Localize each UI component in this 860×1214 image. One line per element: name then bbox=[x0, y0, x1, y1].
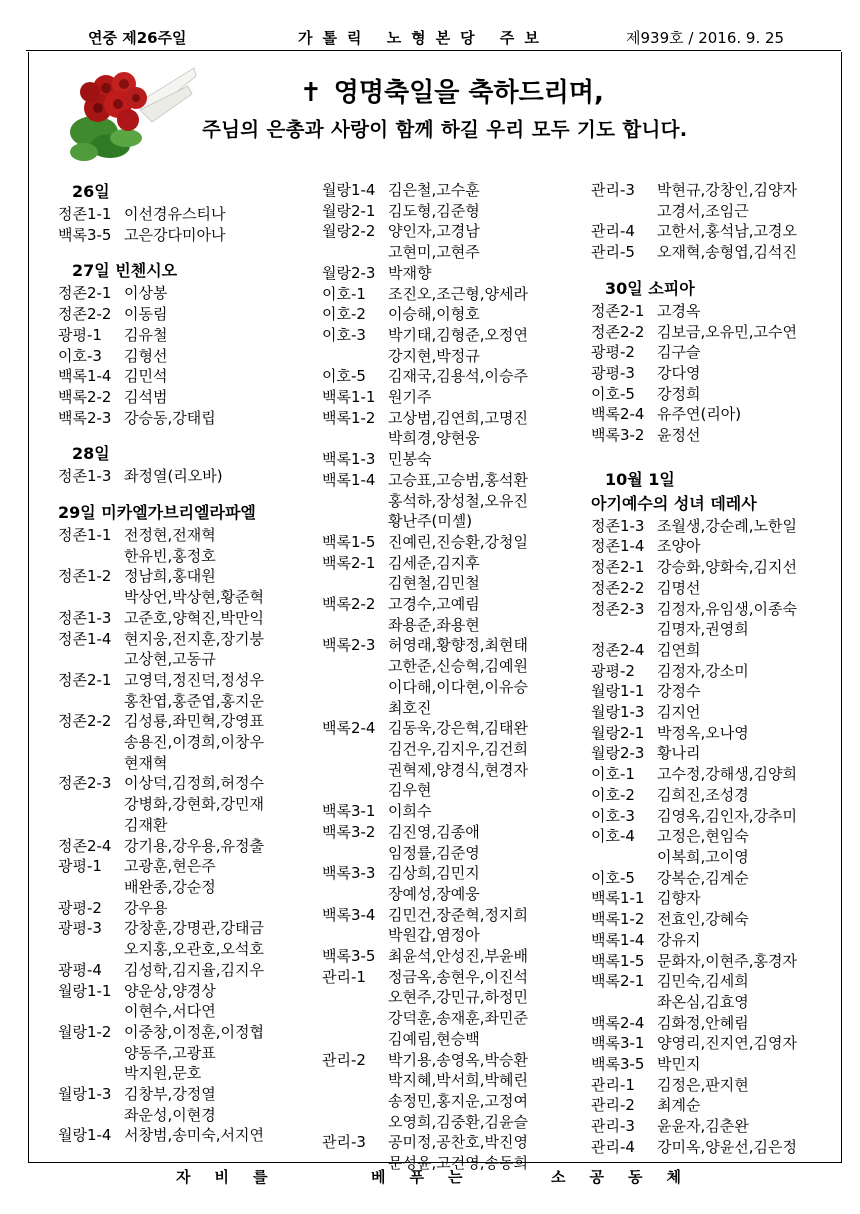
feast-day-heading: 10월 1일 bbox=[605, 469, 675, 489]
parish-group-entry bbox=[322, 532, 587, 553]
group-code: 이호-3 bbox=[322, 325, 366, 344]
parish-group-entry bbox=[591, 425, 831, 446]
member-names: 김화정,안혜림 bbox=[657, 1013, 749, 1032]
member-names: 김구슬 bbox=[657, 343, 701, 362]
bulletin-footer bbox=[26, 1166, 841, 1190]
group-code: 월랑1-4 bbox=[58, 1126, 112, 1145]
group-code: 월랑1-1 bbox=[58, 981, 112, 1000]
parish-group-entry bbox=[591, 888, 831, 909]
member-names: 김영옥,김인자,강추미 bbox=[657, 806, 797, 825]
parish-group-entry bbox=[58, 304, 313, 325]
parish-group-entry bbox=[322, 387, 587, 408]
group-code: 백록1-4 bbox=[322, 470, 376, 489]
group-code: 정존1-4 bbox=[58, 629, 112, 648]
parish-group-entry bbox=[591, 242, 831, 263]
parish-group-entry bbox=[591, 180, 831, 221]
parish-group-entry bbox=[322, 284, 587, 305]
parish-group-entry bbox=[591, 1054, 831, 1075]
column-3 bbox=[591, 180, 831, 1158]
parish-group-entry bbox=[322, 801, 587, 822]
parish-group-entry bbox=[58, 566, 313, 607]
member-names: 정금옥,송현우,이진석 오현주,강민규,하정민 강덕훈,송재훈,좌민준 김예림,현승백 bbox=[388, 967, 528, 1048]
member-names: 서창범,송미숙,서지연 bbox=[124, 1126, 264, 1145]
section-spacer bbox=[58, 487, 313, 501]
member-names: 윤정선 bbox=[657, 426, 701, 445]
parish-group-entry bbox=[322, 718, 587, 801]
group-code: 관리-5 bbox=[591, 243, 635, 262]
parish-group-entry bbox=[58, 608, 313, 629]
member-names: 김희진,조성경 bbox=[657, 785, 749, 804]
group-code: 정존2-1 bbox=[58, 284, 112, 303]
member-names: 김세준,김지후 김현철,김민철 bbox=[388, 553, 480, 593]
group-code: 백록2-2 bbox=[322, 595, 376, 614]
member-names: 고경수,고예림 좌용준,좌용현 bbox=[388, 595, 480, 634]
member-names: 김민숙,김세희 좌온심,김효영 bbox=[657, 972, 749, 1011]
feast-day-heading: 26일 bbox=[72, 182, 110, 201]
group-code: 이호-2 bbox=[591, 785, 635, 804]
parish-group-entry bbox=[591, 1095, 831, 1116]
group-code: 정존1-4 bbox=[591, 537, 645, 556]
parish-group-entry bbox=[591, 1137, 831, 1158]
member-names: 강정수 bbox=[657, 682, 701, 701]
parish-group-entry bbox=[322, 967, 587, 1050]
parish-group-entry bbox=[322, 594, 587, 635]
parish-group-entry bbox=[591, 516, 831, 537]
parish-group-entry bbox=[591, 702, 831, 723]
member-names: 이선경유스티나 bbox=[124, 205, 226, 223]
feast-saint-heading: 아기예수의 성녀 데레사 bbox=[591, 493, 757, 513]
group-code: 백록1-2 bbox=[322, 408, 376, 427]
group-code: 이호-5 bbox=[591, 868, 635, 887]
group-code: 월랑1-3 bbox=[58, 1085, 112, 1104]
member-names: 강승화,양화숙,김지선 bbox=[657, 558, 797, 577]
parish-group-entry bbox=[591, 681, 831, 702]
member-names: 강우용 bbox=[124, 898, 168, 917]
group-code: 정존1-2 bbox=[58, 567, 112, 586]
title-line-1: 영명축일을 축하드리며, bbox=[333, 78, 604, 108]
group-code: 이호-1 bbox=[322, 284, 366, 303]
group-code: 이호-1 bbox=[591, 765, 635, 784]
column-2 bbox=[322, 180, 587, 1174]
member-names: 이상덕,김정희,허정수 강병화,강현화,강민재 김재환 bbox=[124, 774, 264, 834]
parish-group-entry bbox=[322, 180, 587, 201]
group-code: 정존1-3 bbox=[58, 608, 112, 627]
parish-group-entry bbox=[58, 1125, 313, 1146]
member-names: 이중창,이정훈,이정협 양동주,고광표 박지원,문호 bbox=[124, 1022, 264, 1083]
group-code: 백록2-4 bbox=[591, 1013, 645, 1032]
feast-greeting-title bbox=[300, 72, 604, 109]
parish-group-entry bbox=[322, 1050, 587, 1133]
member-names: 강복순,김계순 bbox=[657, 868, 749, 887]
member-names: 양운상,양경상 이현수,서다연 bbox=[124, 981, 216, 1021]
member-names: 최계순 bbox=[657, 1096, 701, 1115]
member-names: 허영래,황향정,최현태 고한준,신승혁,김예원 이다해,이다현,이유승 최호진 bbox=[388, 636, 528, 717]
parish-group-entry bbox=[322, 822, 587, 863]
member-names: 김형선 bbox=[124, 346, 168, 365]
group-code: 백록3-1 bbox=[591, 1034, 645, 1053]
member-names: 고광훈,현은주 배완종,강순정 bbox=[124, 857, 216, 896]
member-names: 현지웅,전지훈,장기붕 고상현,고동규 bbox=[124, 629, 264, 669]
group-code: 광평-3 bbox=[591, 363, 635, 382]
group-code: 이호-4 bbox=[591, 827, 635, 846]
member-names: 김동욱,강은혁,김태완 김건우,김지우,김건희 권혁제,양경식,현경자 김우현 bbox=[388, 719, 528, 800]
group-code: 월랑1-2 bbox=[58, 1022, 112, 1041]
group-code: 광평-3 bbox=[58, 919, 102, 938]
member-names: 김민석 bbox=[124, 367, 168, 386]
member-names: 강미옥,양윤선,김은정 bbox=[657, 1137, 797, 1156]
parish-group-entry bbox=[591, 806, 831, 827]
group-code: 관리-3 bbox=[591, 181, 635, 199]
member-names: 김정은,판지현 bbox=[657, 1075, 749, 1094]
group-code: 월랑1-3 bbox=[591, 703, 645, 722]
header-divider bbox=[26, 50, 841, 51]
parish-group-entry bbox=[322, 449, 587, 470]
parish-group-entry bbox=[591, 1033, 831, 1054]
member-names: 김향자 bbox=[657, 889, 701, 908]
member-names: 김연희 bbox=[657, 640, 701, 659]
member-names: 오재혁,송형엽,김석진 bbox=[657, 243, 797, 262]
group-code: 월랑1-4 bbox=[322, 181, 376, 199]
feast-day-heading: 29일 미카엘가브리엘라파엘 bbox=[58, 503, 256, 523]
group-code: 관리-1 bbox=[322, 967, 366, 986]
member-names: 조월생,강순례,노한일 bbox=[657, 516, 797, 535]
parish-group-entry bbox=[591, 764, 831, 785]
group-code: 백록1-2 bbox=[591, 910, 645, 929]
member-names: 유주연(리아) bbox=[657, 405, 742, 424]
group-code: 관리-4 bbox=[591, 222, 635, 241]
parish-group-entry bbox=[591, 1013, 831, 1034]
title-line-2: 주님의 은총과 사랑이 함께 하길 우리 모두 기도 합니다. bbox=[202, 118, 688, 141]
group-code: 백록3-5 bbox=[322, 947, 376, 966]
parish-group-entry bbox=[591, 868, 831, 889]
group-code: 백록3-4 bbox=[322, 905, 376, 924]
member-names: 고정은,현임숙 이복희,고이영 bbox=[657, 827, 749, 866]
group-code: 월랑2-2 bbox=[322, 222, 376, 241]
member-names: 조진오,조근형,양세라 bbox=[388, 284, 528, 303]
parish-group-entry bbox=[58, 918, 313, 959]
member-names: 박민지 bbox=[657, 1055, 701, 1074]
group-code: 관리-3 bbox=[591, 1117, 635, 1136]
member-names: 강창훈,강명관,강태금 오지홍,오관호,오석호 bbox=[124, 919, 264, 959]
parish-group-entry bbox=[58, 670, 313, 711]
group-code: 정존1-1 bbox=[58, 526, 112, 545]
parish-group-entry bbox=[58, 1084, 313, 1125]
group-code: 정존1-3 bbox=[591, 516, 645, 535]
group-code: 광평-2 bbox=[58, 898, 102, 917]
parish-group-entry bbox=[58, 387, 313, 408]
group-code: 백록1-1 bbox=[591, 889, 645, 908]
parish-group-entry bbox=[322, 946, 587, 967]
section-spacer bbox=[591, 446, 831, 468]
parish-group-entry bbox=[322, 905, 587, 946]
member-names: 황나리 bbox=[657, 744, 701, 763]
member-names: 민봉숙 bbox=[388, 450, 432, 469]
feast-day-heading: 28일 bbox=[72, 444, 110, 464]
group-code: 정존1-3 bbox=[58, 467, 112, 486]
group-code: 백록2-1 bbox=[591, 972, 645, 991]
group-code: 이호-5 bbox=[591, 384, 635, 403]
member-names: 김재국,김용석,이승주 bbox=[388, 367, 528, 386]
member-names: 김상희,김민지 장예성,장예웅 bbox=[388, 864, 480, 903]
rose-bouquet-image bbox=[66, 64, 198, 166]
member-names: 박현규,강창인,김양자 고경서,조임근 bbox=[657, 181, 797, 220]
member-names: 김창부,강정열 좌운성,이현경 bbox=[124, 1085, 216, 1124]
group-code: 백록2-3 bbox=[322, 636, 376, 655]
footer-word-2: 베푸는 bbox=[371, 1168, 487, 1186]
member-names: 좌정열(리오바) bbox=[124, 467, 223, 486]
group-code: 백록3-5 bbox=[58, 225, 112, 244]
group-code: 백록3-1 bbox=[322, 802, 376, 821]
group-code: 월랑2-3 bbox=[322, 263, 376, 282]
group-code: 이호-3 bbox=[58, 346, 102, 365]
member-names: 전효인,강혜숙 bbox=[657, 910, 749, 929]
member-names: 김명선 bbox=[657, 578, 701, 597]
parish-group-entry bbox=[591, 301, 831, 322]
member-names: 박정옥,오나영 bbox=[657, 723, 749, 742]
parish-group-entry bbox=[322, 635, 587, 718]
parish-group-entry bbox=[591, 1116, 831, 1137]
group-code: 정존2-4 bbox=[58, 836, 112, 855]
parish-group-entry bbox=[591, 322, 831, 343]
cross-icon: ✝ bbox=[300, 78, 322, 108]
member-names: 고승표,고승범,홍석환 홍석하,장성철,오유진 황난주(미셸) bbox=[388, 470, 528, 531]
member-names: 정남희,홍대원 박상언,박상현,황준혁 bbox=[124, 567, 264, 607]
group-code: 정존2-1 bbox=[591, 301, 645, 320]
group-code: 정존2-4 bbox=[591, 640, 645, 659]
member-names: 박기용,송영옥,박승환 박지혜,박서희,박혜린 송정민,홍지운,고정여 오영희,김중환,김윤슬 bbox=[388, 1050, 528, 1131]
member-names: 이희수 bbox=[388, 802, 432, 821]
group-code: 백록1-5 bbox=[591, 951, 645, 970]
group-code: 관리-1 bbox=[591, 1075, 635, 1094]
member-names: 고준호,양혁진,박만익 bbox=[124, 608, 264, 627]
member-names: 박기태,김형준,오정연 강지현,박정규 bbox=[388, 325, 528, 365]
member-names: 조양아 bbox=[657, 537, 701, 556]
section-spacer bbox=[591, 263, 831, 277]
member-names: 김은철,고수훈 bbox=[388, 181, 480, 199]
parish-group-entry bbox=[58, 346, 313, 367]
group-code: 관리-4 bbox=[591, 1137, 635, 1156]
member-names: 김지언 bbox=[657, 703, 701, 722]
section-spacer bbox=[58, 428, 313, 442]
parish-group-entry bbox=[591, 723, 831, 744]
member-names: 고수정,강해생,김양희 bbox=[657, 765, 797, 784]
group-code: 광평-2 bbox=[591, 661, 635, 680]
parish-group-entry bbox=[591, 909, 831, 930]
group-code: 관리-3 bbox=[322, 1133, 366, 1152]
member-names: 이상봉 bbox=[124, 284, 168, 303]
member-names: 김보금,오유민,고수연 bbox=[657, 322, 797, 341]
parish-group-entry bbox=[58, 773, 313, 835]
group-code: 정존2-2 bbox=[591, 578, 645, 597]
parish-group-entry bbox=[322, 470, 587, 532]
member-names: 고한서,홍석남,고경오 bbox=[657, 222, 797, 241]
member-names: 김성룡,좌민혁,강영표 송용진,이경희,이창우 현재혁 bbox=[124, 712, 264, 772]
member-names: 고상범,김연희,고명진 박희경,양현웅 bbox=[388, 408, 528, 448]
member-names: 이동림 bbox=[124, 305, 168, 324]
parish-group-entry bbox=[58, 629, 313, 670]
member-names: 고은강다미아나 bbox=[124, 225, 226, 244]
member-names: 김정자,유임생,이종숙 김명자,권영희 bbox=[657, 599, 797, 639]
feast-day-heading: 30일 소피아 bbox=[605, 278, 695, 298]
footer-word-1: 자비를 bbox=[176, 1168, 292, 1186]
group-code: 관리-2 bbox=[322, 1050, 366, 1069]
group-code: 백록2-4 bbox=[591, 405, 645, 424]
group-code: 백록3-5 bbox=[591, 1055, 645, 1074]
parish-group-entry bbox=[58, 225, 313, 246]
member-names: 전정현,전재혁 한유빈,홍정호 bbox=[124, 526, 216, 565]
parish-group-entry bbox=[591, 557, 831, 578]
group-code: 백록2-2 bbox=[58, 387, 112, 406]
parish-group-entry bbox=[591, 785, 831, 806]
member-names: 원기주 bbox=[388, 388, 432, 407]
parish-group-entry bbox=[58, 856, 313, 897]
group-code: 이호-5 bbox=[322, 367, 366, 386]
liturgical-week: 연중 제26주일 bbox=[88, 29, 187, 47]
group-code: 광평-1 bbox=[58, 325, 102, 344]
bulletin-header bbox=[26, 25, 841, 49]
parish-group-entry bbox=[58, 283, 313, 304]
member-names: 김정자,강소미 bbox=[657, 661, 749, 680]
group-code: 정존2-1 bbox=[591, 558, 645, 577]
parish-group-entry bbox=[58, 960, 313, 981]
member-names: 이승해,이형호 bbox=[388, 305, 480, 324]
member-names: 양영리,진지연,김영자 bbox=[657, 1034, 797, 1053]
parish-group-entry bbox=[58, 836, 313, 857]
member-names: 문화자,이현주,홍경자 bbox=[657, 951, 797, 970]
parish-group-entry bbox=[58, 711, 313, 773]
group-code: 정존2-3 bbox=[591, 599, 645, 618]
member-names: 김도형,김준형 bbox=[388, 201, 480, 220]
member-names: 강승동,강태립 bbox=[124, 408, 216, 427]
member-names: 고경옥 bbox=[657, 301, 701, 320]
group-code: 정존2-2 bbox=[58, 712, 112, 731]
member-names: 박재향 bbox=[388, 263, 432, 282]
member-names: 김석범 bbox=[124, 387, 168, 406]
parish-group-entry bbox=[322, 263, 587, 284]
group-code: 월랑2-1 bbox=[591, 723, 645, 742]
group-code: 백록3-3 bbox=[322, 864, 376, 883]
parish-group-entry bbox=[322, 553, 587, 594]
member-names: 진예린,진승환,강청일 bbox=[388, 532, 528, 551]
group-code: 백록1-4 bbox=[591, 930, 645, 949]
group-code: 백록1-3 bbox=[322, 450, 376, 469]
member-names: 김성학,김지율,김지우 bbox=[124, 960, 264, 979]
member-names: 강유지 bbox=[657, 930, 701, 949]
parish-group-entry bbox=[58, 1022, 313, 1084]
group-code: 백록1-5 bbox=[322, 532, 376, 551]
parish-group-entry bbox=[58, 898, 313, 919]
group-code: 백록2-3 bbox=[58, 408, 112, 427]
group-code: 광평-2 bbox=[591, 343, 635, 362]
member-names: 강정희 bbox=[657, 384, 701, 403]
group-code: 정존2-2 bbox=[58, 305, 112, 324]
issue-number-date: 제939호 / 2016. 9. 25 bbox=[626, 29, 785, 47]
parish-group-entry bbox=[322, 863, 587, 904]
member-names: 최윤석,안성진,부윤배 bbox=[388, 947, 528, 966]
group-code: 이호-2 bbox=[322, 305, 366, 324]
parish-group-entry bbox=[591, 578, 831, 599]
footer-word-3: 소공동체 bbox=[551, 1168, 705, 1186]
feast-day-heading: 27일 빈첸시오 bbox=[72, 261, 178, 281]
member-names: 공미정,공찬호,박진영 문성윤,고건영,송동희 bbox=[388, 1133, 528, 1173]
parish-group-entry bbox=[591, 971, 831, 1012]
group-code: 광평-4 bbox=[58, 960, 102, 979]
group-code: 정존2-1 bbox=[58, 670, 112, 689]
member-names: 김민건,장준혁,정지희 박원갑,염정아 bbox=[388, 905, 528, 945]
group-code: 백록3-2 bbox=[591, 426, 645, 445]
parish-group-entry bbox=[322, 366, 587, 387]
member-names: 김진영,김종애 임정률,김준영 bbox=[388, 822, 480, 862]
parish-group-entry bbox=[591, 536, 831, 557]
parish-group-entry bbox=[591, 640, 831, 661]
parish-group-entry bbox=[58, 466, 313, 487]
parish-group-entry bbox=[58, 408, 313, 429]
parish-group-entry bbox=[591, 363, 831, 384]
bulletin-name: 가톨릭 노형본당 주보 bbox=[298, 29, 549, 47]
member-names: 윤윤자,김춘완 bbox=[657, 1117, 749, 1136]
group-code: 월랑2-1 bbox=[322, 201, 376, 220]
member-names: 양인자,고경남 고현미,고현주 bbox=[388, 222, 480, 262]
member-names: 강다영 bbox=[657, 363, 701, 382]
parish-group-entry bbox=[58, 366, 313, 387]
group-code: 백록2-1 bbox=[322, 553, 376, 572]
parish-group-entry bbox=[591, 951, 831, 972]
group-code: 정존1-1 bbox=[58, 205, 112, 223]
group-code: 이호-3 bbox=[591, 806, 635, 825]
parish-group-entry bbox=[591, 599, 831, 640]
parish-group-entry bbox=[591, 384, 831, 405]
parish-group-entry bbox=[322, 408, 587, 449]
parish-group-entry bbox=[591, 743, 831, 764]
member-names: 김유철 bbox=[124, 325, 168, 344]
parish-group-entry bbox=[591, 661, 831, 682]
parish-group-entry bbox=[322, 201, 587, 222]
parish-group-entry bbox=[591, 930, 831, 951]
group-code: 백록2-4 bbox=[322, 719, 376, 738]
parish-group-entry bbox=[322, 304, 587, 325]
group-code: 정존2-2 bbox=[591, 322, 645, 341]
parish-group-entry bbox=[591, 404, 831, 425]
parish-group-entry bbox=[58, 325, 313, 346]
parish-group-entry bbox=[58, 525, 313, 566]
group-code: 정존2-3 bbox=[58, 774, 112, 793]
parish-group-entry bbox=[591, 342, 831, 363]
group-code: 광평-1 bbox=[58, 857, 102, 876]
group-code: 월랑1-1 bbox=[591, 682, 645, 701]
parish-group-entry bbox=[591, 221, 831, 242]
column-1 bbox=[58, 180, 313, 1146]
parish-group-entry bbox=[322, 325, 587, 366]
parish-group-entry bbox=[58, 981, 313, 1022]
group-code: 백록3-2 bbox=[322, 822, 376, 841]
group-code: 월랑2-3 bbox=[591, 744, 645, 763]
parish-group-entry bbox=[58, 204, 313, 225]
parish-group-entry bbox=[591, 826, 831, 867]
member-names: 고영덕,정진덕,정성우 홍찬엽,홍준엽,홍지운 bbox=[124, 670, 264, 710]
parish-group-entry bbox=[591, 1075, 831, 1096]
section-spacer bbox=[58, 245, 313, 259]
group-code: 백록1-4 bbox=[58, 367, 112, 386]
group-code: 백록1-1 bbox=[322, 388, 376, 407]
member-names: 강기용,강우용,유정출 bbox=[124, 836, 264, 855]
parish-group-entry bbox=[322, 221, 587, 262]
group-code: 관리-2 bbox=[591, 1096, 635, 1115]
